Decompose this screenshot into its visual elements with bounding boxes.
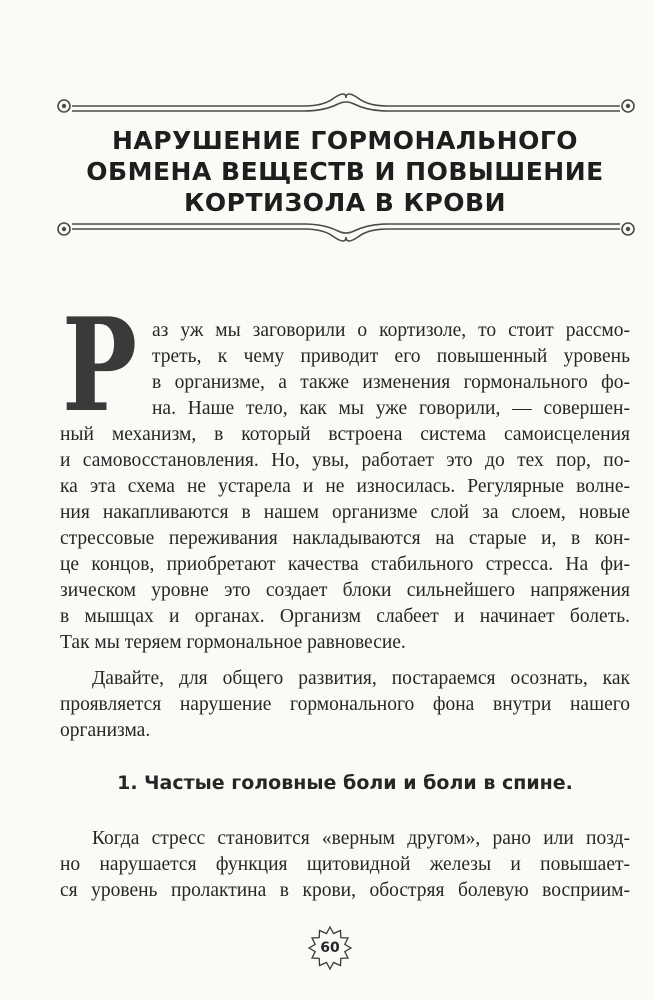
drop-cap: Р xyxy=(62,291,138,441)
text-line: на. Наше тело, как мы уже говорили, — совершен- xyxy=(152,398,630,419)
text-line: ка эта схема не устарела и не износилась. Регулярные волне- xyxy=(60,476,630,497)
text-line: Так мы теряем гормональное равновесие. xyxy=(60,632,406,653)
text-line: зическом уровне это создает блоки сильнейшего напряжения xyxy=(60,580,630,601)
text-line: организма. xyxy=(60,720,151,741)
text-line: в организме, а также изменения гормонального фо- xyxy=(152,372,630,393)
text-line: Когда стресс становится «верным другом», рано или позд- xyxy=(92,828,630,849)
text-line: аз уж мы заговорили о кортизоле, то стоит рассмо- xyxy=(152,320,630,341)
page-number-badge xyxy=(307,925,353,971)
section-heading: 1. Частые головные боли и боли в спине. xyxy=(117,772,573,794)
text-line: проявляется нарушение гормонального фона внутри нашего xyxy=(60,694,630,715)
chapter-title xyxy=(60,125,630,218)
text-line: треть, к чему приводит его повышенный уровень xyxy=(152,346,630,367)
text-line: стрессовые переживания накладываются на старые и, в кон- xyxy=(60,528,630,549)
text-line: но нарушается функция щитовидной железы и повышает- xyxy=(60,854,630,875)
chapter-title-line-2: ОБМЕНА ВЕЩЕСТВ И ПОВЫШЕНИЕ xyxy=(86,157,604,186)
text-line: ный механизм, в который встроена система самоисцеления xyxy=(60,424,630,445)
text-line: ся уровень пролактина в крови, обостряя болевую восприим- xyxy=(60,880,630,901)
page-number: 60 xyxy=(320,940,340,956)
text-line: це концов, приобретают качества стабильного стресса. На фи- xyxy=(60,554,630,575)
text-line: ния накапливаются в нашем организме слой за слоем, новые xyxy=(60,502,630,523)
chapter-title-line-1: НАРУШЕНИЕ ГОРМОНАЛЬНОГО xyxy=(111,126,579,155)
bottom-ornamental-rule xyxy=(54,215,638,243)
top-ornamental-rule xyxy=(54,92,638,120)
text-line: в мышцах и органах. Организм слабеет и начинает болеть. xyxy=(60,606,630,627)
text-line: Давайте, для общего развития, постараемся осознать, как xyxy=(92,668,630,689)
text-line: и самовосстановления. Но, увы, работает это до тех пор, по- xyxy=(60,450,630,471)
chapter-title-line-3: КОРТИЗОЛА В КРОВИ xyxy=(183,188,507,217)
